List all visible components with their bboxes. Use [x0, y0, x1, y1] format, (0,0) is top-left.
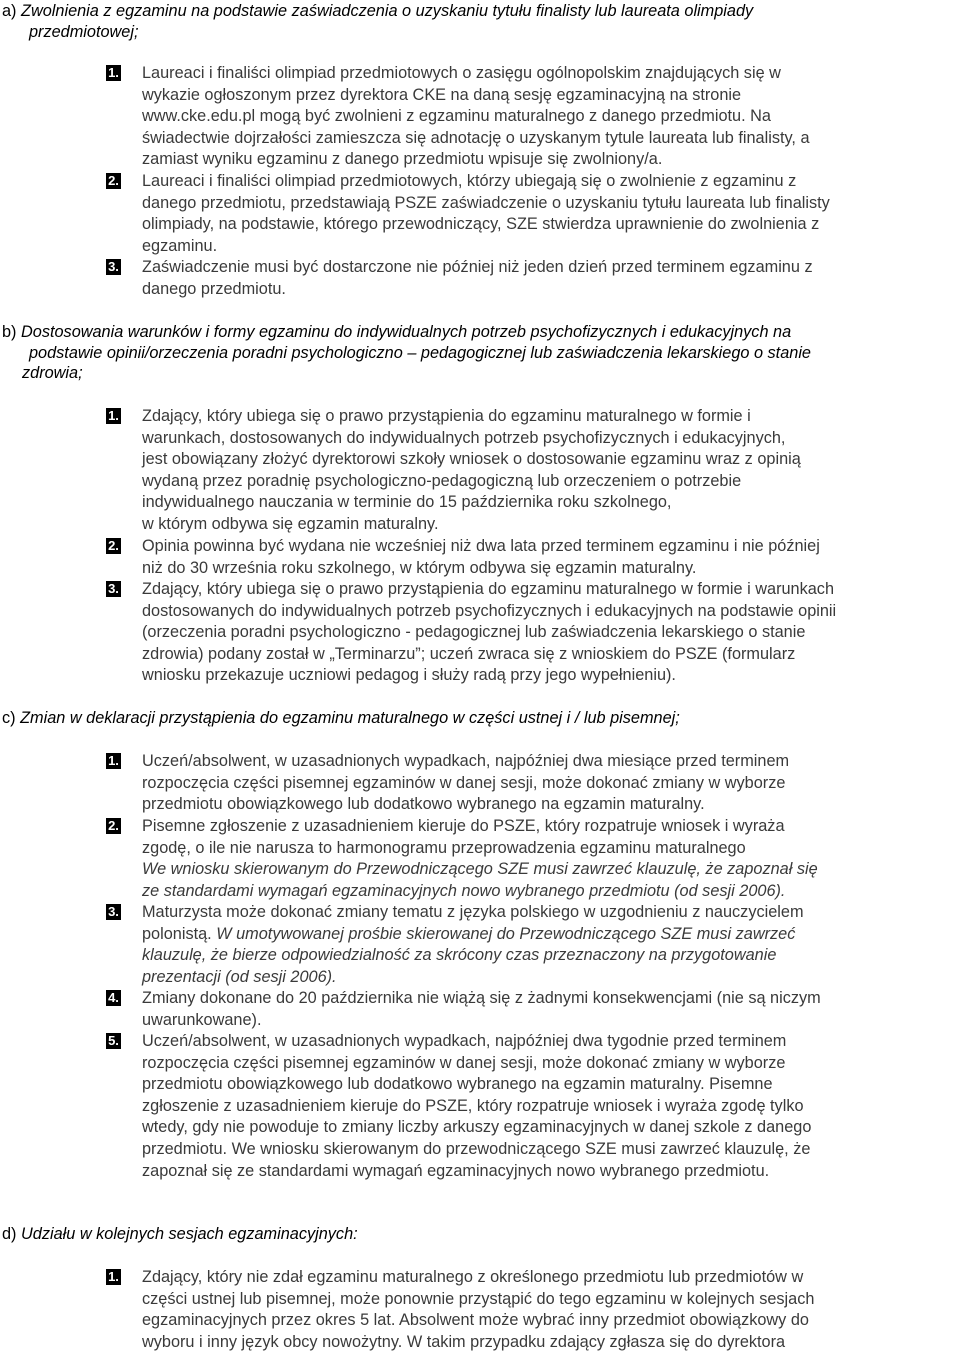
text-line: rozpoczęcia części pisemnej egzaminów w danej sesji, może dokonać zmiany w wyborze — [142, 1053, 786, 1072]
list-number-badge: 1. — [106, 408, 121, 424]
text-line: Zaświadczenie musi być dostarczone nie później niż jeden dzień przed terminem egzaminu z — [142, 258, 813, 276]
text-line: przedmiotu obowiązkowego lub dodatkowo wybranego na egzamin maturalny. — [142, 795, 705, 814]
text-line: Zdający, który ubiega się o prawo przystąpienia do egzaminu maturalnego w formie i warunkach — [142, 580, 835, 598]
text-line: Uczeń/absolwent, w uzasadnionych wypadkach, najpóźniej dwa miesiące przed terminem — [142, 752, 790, 770]
text-line: wykazie ogłoszonym przez dyrektora CKE na daną sesję egzaminacyjną na stronie — [142, 85, 742, 104]
section-a-title-line-2: przedmiotowej; — [29, 22, 139, 41]
list-number-badge: 2. — [106, 538, 121, 554]
section-c-item-1 — [106, 751, 958, 816]
text-line: prezentacji (od sesji 2006). — [142, 967, 337, 986]
section-a-heading — [2, 1, 957, 42]
list-number-badge: 1. — [106, 65, 121, 81]
section-c-item-4 — [106, 988, 958, 1031]
section-a-item-1 — [106, 63, 958, 171]
text-line: w którym odbywa się egzamin maturalny. — [142, 514, 439, 533]
text-line-part: W umotywowanej prośbie skierowanej do Przewodniczącego SZE musi zawrzeć — [211, 924, 796, 943]
text-line: egzaminu. — [142, 236, 218, 255]
text-line: wtedy, gdy nie powoduje to zmiany liczby arkuszy egzaminacyjnych w danej szkole z danego — [142, 1118, 812, 1137]
text-line: danego przedmiotu, przedstawiają PSZE zaświadczenie o uzyskaniu tytułu laureata lub finalisty — [142, 193, 830, 212]
section-b-title-line-1: Dostosowania warunków i formy egzaminu do indywidualnych potrzeb psychofizycznych i edukacyjnych na — [21, 323, 792, 341]
list-number-badge: 3. — [106, 581, 121, 597]
list-number-badge: 2. — [106, 173, 121, 189]
text-line: zdrowia) podany został w „Terminarzu”; uczeń zwraca się z wnioskiem do PSZE (formularz — [142, 644, 796, 663]
text-line: Laureaci i finaliści olimpiad przedmiotowych o zasięgu ogólnopolskim znajdujących się w — [142, 64, 781, 82]
text-line: (orzeczenia poradni psychologiczno - pedagogicznej lub zaświadczenia lekarskiego o stanie — [142, 623, 806, 642]
section-a-label: a) — [2, 2, 17, 20]
text-line: rozpoczęcia części pisemnej egzaminów w danej sesji, może dokonać zmiany w wyborze — [142, 773, 786, 792]
section-c-heading — [2, 708, 957, 729]
text-line: Opinia powinna być wydana nie wcześniej niż dwa lata przed terminem egzaminu i nie później — [142, 537, 820, 555]
section-b-item-1 — [106, 406, 958, 536]
list-number-badge: 1. — [106, 753, 121, 769]
text-line: Zdający, który ubiega się o prawo przystąpienia do egzaminu maturalnego w formie i — [142, 407, 751, 425]
section-c-item-2 — [106, 816, 958, 902]
text-line: Zdający, który nie zdał egzaminu maturalnego z określonego przedmiotu lub przedmiotów w — [142, 1268, 804, 1286]
text-line: www.cke.edu.pl mogą być zwolnieni z egzaminu maturalnego z danego przedmiotu. Na — [142, 107, 771, 126]
text-line: jest obowiązany złożyć dyrektorowi szkoły wniosek o dostosowanie egzaminu wraz z opinią — [142, 450, 801, 469]
text-line: niż do 30 września roku szkolnego, w którym odbywa się egzamin maturalny. — [142, 558, 697, 577]
list-number-badge: 4. — [106, 990, 121, 1006]
section-d-label: d) — [2, 1225, 17, 1243]
text-line: zamiast wyniku egzaminu z danego przedmiotu wpisuje się zwolniony/a. — [142, 150, 663, 169]
section-d-title-line-1: Udziału w kolejnych sesjach egzaminacyjnych: — [21, 1225, 358, 1243]
text-line: przedmiotu. We wniosku skierowanym do przewodniczącego SZE musi zawrzeć klauzulę, że — [142, 1139, 811, 1158]
section-b-label: b) — [2, 323, 17, 341]
list-number-badge: 5. — [106, 1033, 121, 1049]
text-line-part: polonistą. — [142, 924, 212, 943]
text-line: wniosku przekazuje uczniowi pedagog i służy radą przy jego wypełnieniu). — [142, 666, 676, 685]
text-line: danego przedmiotu. — [142, 279, 286, 298]
section-b-heading — [2, 322, 957, 384]
list-number-badge: 2. — [106, 818, 121, 834]
text-line: klauzulę, że bierze odpowiedzialność za skrócony czas przeznaczony na przygotowanie — [142, 946, 777, 965]
text-line: Zmiany dokonane do 20 października nie wiążą się z żadnymi konsekwencjami (nie są niczym — [142, 989, 821, 1007]
text-line: Maturzysta może dokonać zmiany tematu z języka polskiego w uzgodnieniu z nauczycielem — [142, 903, 804, 921]
section-a-title-line-1: Zwolnienia z egzaminu na podstawie zaświadczenia o uzyskaniu tytułu finalisty lub laureata olimpiady — [21, 2, 754, 20]
text-line: Uczeń/absolwent, w uzasadnionych wypadkach, najpóźniej dwa tygodnie przed terminem — [142, 1032, 787, 1050]
section-a-item-3 — [106, 257, 958, 300]
text-line: warunkach, dostosowanych do indywidualnych potrzeb psychofizycznych i edukacyjnych, — [142, 428, 786, 447]
section-d-heading — [2, 1224, 957, 1245]
list-number-badge: 1. — [106, 1269, 121, 1285]
text-line: We wniosku skierowanym do Przewodniczącego SZE musi zawrzeć klauzulę, że zapoznał się — [142, 860, 818, 879]
text-line: dostosowanych do indywidualnych potrzeb psychofizycznych i edukacyjnych na podstawie opinii — [142, 601, 837, 620]
text-line: Pisemne zgłoszenie z uzasadnieniem kieruje do PSZE, który rozpatruje wniosek i wyraża — [142, 817, 785, 835]
section-c-item-3 — [106, 902, 958, 988]
text-line: ze standardami wymagań egzaminacyjnych nowo wybranego przedmiotu (od sesji 2006). — [142, 881, 786, 900]
text-line: świadectwie dojrzałości zamieszcza się adnotację o uzyskanym tytule laureata lub finalisty, a — [142, 128, 810, 147]
list-number-badge: 3. — [106, 904, 121, 920]
section-c-title-line-1: Zmian w deklaracji przystąpienia do egzaminu maturalnego w części ustnej i / lub pisemnej; — [20, 709, 680, 727]
list-number-badge: 3. — [106, 259, 121, 275]
text-line: indywidualnego nauczania w terminie do 15 października roku szkolnego, — [142, 493, 672, 512]
section-b-item-2 — [106, 536, 958, 579]
text-line: zapoznał się ze standardami wymagań egzaminacyjnych nowo wybranego przedmiotu. — [142, 1161, 770, 1180]
text-line: wyboru i inny język obcy nowożytny. W takim przypadku zdający zgłasza się do dyrektora — [142, 1332, 786, 1351]
text-line: części ustnej lub pisemnej, może ponownie przystąpić do tego egzaminu w kolejnych sesjach — [142, 1289, 815, 1308]
text-line: egzaminacyjnych przez okres 5 lat. Absolwent może wybrać inny przedmiot obowiązkowy do — [142, 1311, 809, 1330]
text-line: uwarunkowane). — [142, 1010, 262, 1029]
section-b-title-line-2: podstawie opinii/orzeczenia poradni psychologiczno – pedagogicznej lub zaświadczenia lekarskiego o stanie — [29, 343, 811, 362]
section-c-label: c) — [2, 709, 16, 727]
text-line: przedmiotu obowiązkowego lub dodatkowo wybranego na egzamin maturalny. Pisemne — [142, 1075, 773, 1094]
text-line: Laureaci i finaliści olimpiad przedmiotowych, którzy ubiegają się o zwolnienie z egzaminu z — [142, 172, 797, 190]
section-a-item-2 — [106, 171, 958, 257]
section-d-item-1 — [106, 1267, 958, 1353]
section-b-item-3 — [106, 579, 958, 687]
text-line: olimpiady, na podstawie, którego przewodniczący, SZE stwierdza uprawnienie do zwolnienia z — [142, 215, 820, 234]
section-b-title-line-3: zdrowia; — [22, 364, 83, 382]
text-line: wydaną przez poradnię psychologiczno-pedagogiczną lub orzeczeniem o potrzebie — [142, 471, 742, 490]
text-line: zgłoszenie z uzasadnieniem kieruje do PSZE, który rozpatruje wniosek i wyraża zgodę tylko — [142, 1096, 804, 1115]
section-c-item-5 — [106, 1031, 958, 1182]
text-line: zgodę, o ile nie narusza to harmonogramu przeprowadzenia egzaminu maturalnego — [142, 838, 746, 857]
